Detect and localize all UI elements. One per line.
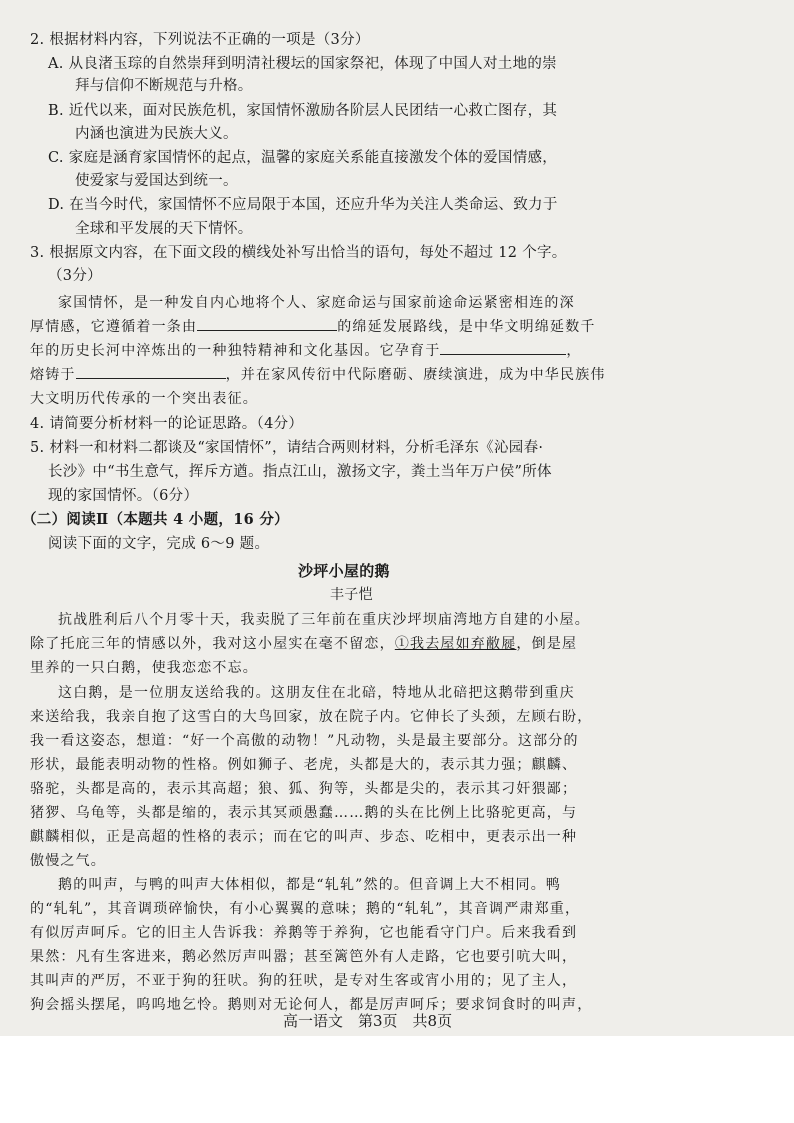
q4-stem: 4. 请简要分析材料一的论证思路。（4分） (30, 416, 304, 432)
answer-blank-3[interactable] (76, 365, 226, 379)
q3-passage-text: ，并在家风传衍中代际磨砺、赓续演进，成为中华民族伟 (225, 367, 606, 383)
q5-line3: 现的家国情怀。（6分） (48, 488, 199, 504)
article-line: 的“轧轧”，其音调琐碎愉快，有小心翼翼的意味；鹅的“轧轧”，其音调严肃郑重， (30, 901, 581, 917)
answer-blank-2[interactable] (440, 341, 566, 355)
section-instruction: 阅读下面的文字，完成 6～9 题。 (48, 536, 270, 552)
q2-option-a-line2: 拜与信仰不断规范与升格。 (75, 78, 253, 94)
article-line: 抗战胜利后八个月零十天，我卖脱了三年前在重庆沙坪坝庙湾地方自建的小屋。 (58, 612, 590, 628)
article-line: 麒麟相似，正是高超的性格的表示；而在它的叫声、步态、吃相中，更表示出一种 (30, 829, 578, 845)
article-line: 鹅的叫声，与鸭的叫声大体相似，都是“轧轧”然的。但音调上大不相同。鸭 (58, 877, 562, 893)
q3-passage-line2 (30, 316, 596, 336)
q3-passage-line5: 大文明历代传承的一个突出表征。 (30, 391, 258, 407)
section-heading: （二）阅读Ⅱ（本题共 4 小题，16 分） (22, 511, 289, 528)
article-text: ，倒是屋 (516, 636, 578, 652)
q3-passage-line4 (30, 364, 606, 384)
q3-passage-text: 厚情感，它遵循着一条由 (30, 319, 198, 335)
q3-stem: 3. 根据原文内容，在下面文段的横线处补写出恰当的语句，每处不超过 12 个字。 (30, 245, 567, 261)
article-line: 狗会摇头摆尾，呜呜地乞怜。鹅则对无论何人，都是厉声呵斥；要求饲食时的叫声， (30, 997, 593, 1013)
q2-option-b-line2: 内涵也演进为民族大义。 (75, 126, 238, 142)
article-line: 骆驼，头都是高的，表示其高超；狼、狐、狗等，头都是尖的，表示其刁奸猥鄙； (30, 781, 578, 797)
article-author: 丰子恺 (330, 587, 373, 603)
article-line: 里养的一只白鹅，使我恋恋不忘。 (30, 660, 258, 676)
article-text: 除了托庇三年的情感以外，我对这小屋实在毫不留恋， (30, 636, 395, 652)
q5-line1: 5. 材料一和材料二都谈及“家国情怀”，请结合两则材料，分析毛泽东《沁园春· (30, 440, 544, 456)
q2-option-c-line2: 使爱家与爱国达到统一。 (75, 173, 238, 189)
underlined-sentence: ①我去屋如弃敝屣 (394, 636, 517, 652)
q2-option-c-line1: C. 家庭是涵育家国情怀的起点，温馨的家庭关系能直接激发个体的爱国情感， (48, 150, 558, 166)
article-line: 我一看这姿态，想道：“好一个高傲的动物！”凡动物，头是最主要部分。这部分的 (30, 733, 579, 749)
article-line: 这白鹅，是一位朋友送给我的。这朋友住在北碚，特地从北碚把这鹅带到重庆 (58, 685, 575, 701)
q3-score: （3分） (48, 268, 102, 284)
q2-option-b-line1: B. 近代以来，面对民族危机，家国情怀激励各阶层人民团结一心救亡图存，其 (48, 103, 558, 119)
q2-option-a-line1: A. 从良渚玉琮的自然崇拜到明清社稷坛的国家祭祀，体现了中国人对土地的崇 (48, 56, 557, 72)
answer-blank-1[interactable] (197, 317, 337, 331)
article-line: 来送给我，我亲自抱了这雪白的大鸟回家，放在院子内。它伸长了头颈，左顾右盼， (30, 709, 593, 725)
article-line: 其叫声的严厉，不亚于狗的狂吠。狗的狂吠，是专对生客或宵小用的；见了主人， (30, 973, 578, 989)
q3-passage-text: 年的历史长河中淬炼出的一种独特精神和文化基因。它孕育于 (30, 343, 441, 359)
q2-option-d-line1: D. 在当今时代，家国情怀不应局限于本国，还应升华为关注人类命运、致力于 (48, 197, 558, 213)
article-line (30, 633, 577, 653)
page-footer: 高一语文 第3页 共8页 (283, 1012, 453, 1030)
q2-option-d-line2: 全球和平发展的天下情怀。 (75, 221, 253, 237)
article-line: 傲慢之气。 (30, 853, 106, 869)
q3-passage-text: 熔铸于 (30, 367, 76, 383)
q3-passage-line1: 家国情怀，是一种发自内心地将个人、家庭命运与国家前途命运紧密相连的深 (58, 295, 575, 311)
q3-passage-line3 (30, 340, 582, 360)
article-line: 猪猡、乌龟等，头都是缩的，表示其冥顽愚蠢……鹅的头在比例上比骆驼更高，与 (30, 805, 578, 821)
q3-passage-text: 的绵延发展路线，是中华文明绵延数千 (337, 319, 596, 335)
article-line: 果然：凡有生客进来，鹅必然厉声叫嚣；甚至篱笆外有人走路，它也要引吭大叫， (30, 949, 578, 965)
q5-line2: 长沙》中“书生意气，挥斥方遒。指点江山，激扬文字，粪土当年万户侯”所体 (48, 464, 552, 480)
q3-passage-text: ， (566, 343, 582, 359)
q2-stem: 2. 根据材料内容，下列说法不正确的一项是（3分） (30, 32, 370, 48)
article-line: 有似厉声呵斥。它的旧主人告诉我：养鹅等于养狗，它也能看守门户。后来我看到 (30, 925, 578, 941)
article-line: 形状，最能表明动物的性格。例如狮子、老虎，头都是大的，表示其力强；麒麟、 (30, 757, 578, 773)
article-title: 沙坪小屋的鹅 (298, 562, 390, 580)
